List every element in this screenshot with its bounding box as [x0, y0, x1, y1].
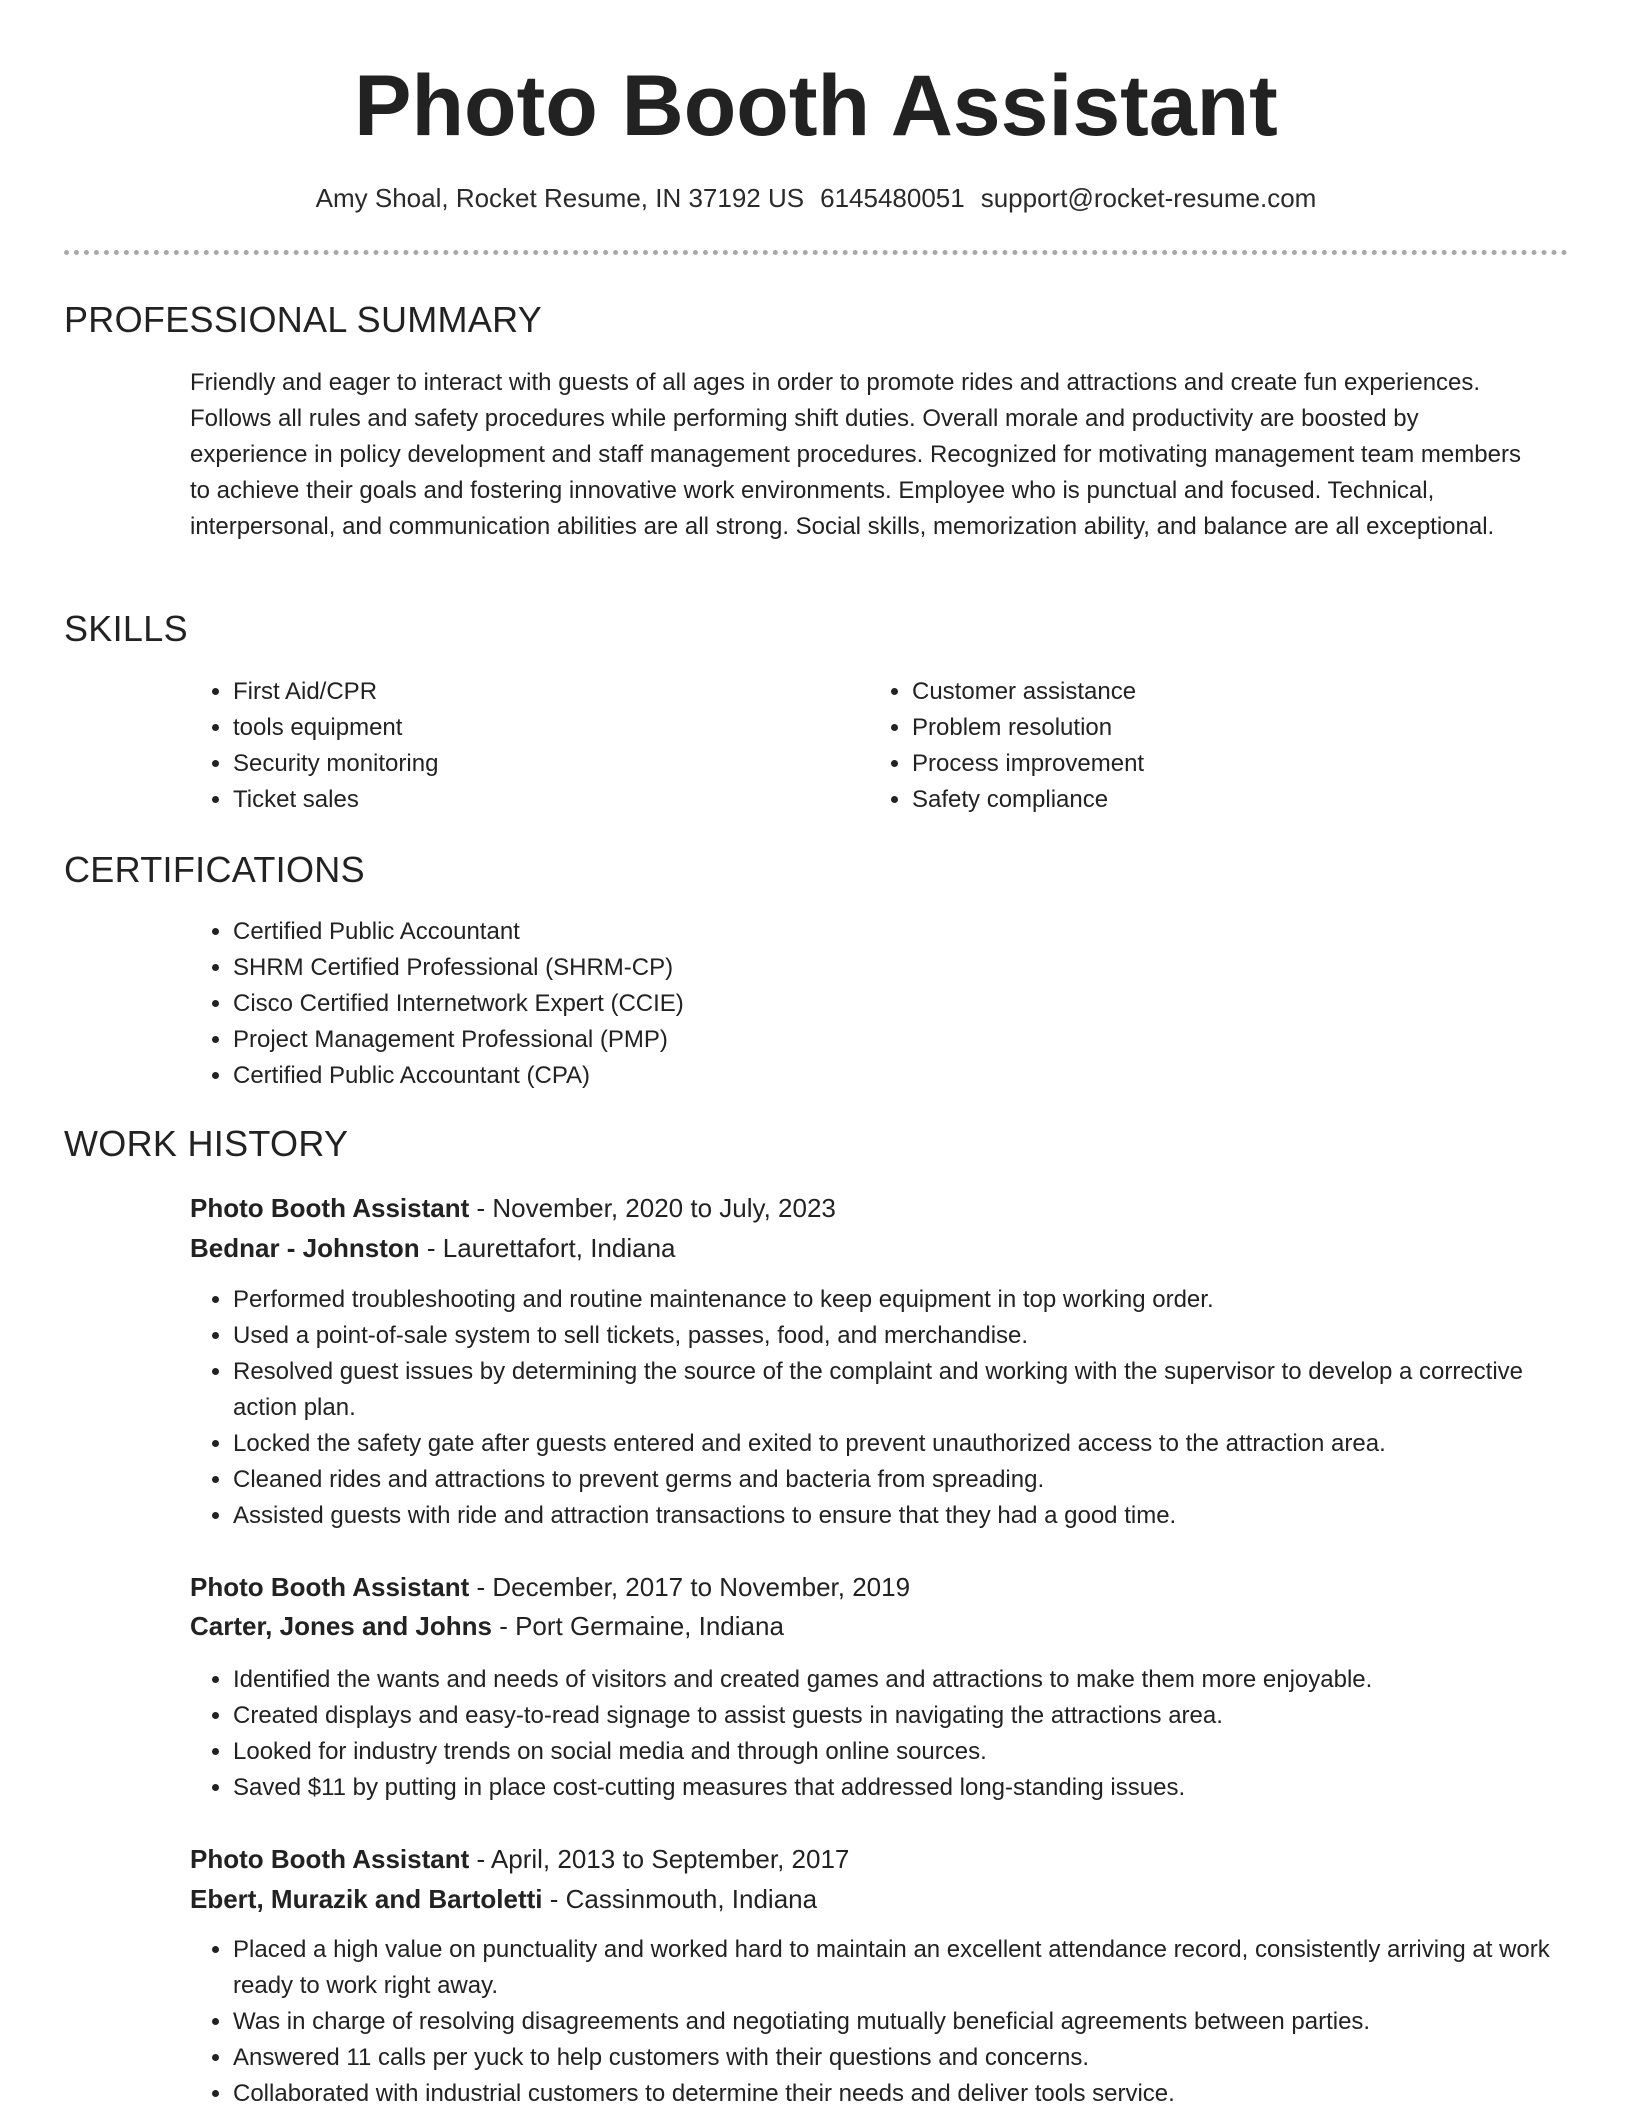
skills-list-left	[190, 674, 853, 818]
job-title-line	[190, 1841, 849, 1877]
job-bullet: • Resolved guest issues by determining the source of the complaint and working with the supervisor to develop a corrective action plan.	[233, 1354, 1583, 1426]
job-bullet: • Was in charge of resolving disagreements and negotiating mutually beneficial agreements between parties.	[233, 2004, 1583, 2040]
skill-item: • Security monitoring	[233, 746, 853, 782]
job-bullet: • Assisted guests with ride and attraction transactions to ensure that they had a good time.	[233, 1498, 1583, 1534]
skill-item: • tools equipment	[233, 710, 853, 746]
skill-item: • Process improvement	[912, 746, 1532, 782]
job-title: Photo Booth Assistant	[190, 1572, 470, 1602]
job-company-line	[190, 1881, 817, 1917]
job-location: - Port Germaine, Indiana	[491, 1611, 784, 1641]
job-bullets	[190, 1662, 1583, 1806]
job-title-line	[190, 1569, 910, 1605]
skill-item: • First Aid/CPR	[233, 674, 853, 710]
certifications-list	[190, 914, 1533, 1094]
job-location: - Laurettafort, Indiana	[419, 1233, 676, 1263]
job-bullet: • Locked the safety gate after guests entered and exited to prevent unauthorized access to the attraction area.	[233, 1426, 1583, 1462]
summary-text: Friendly and eager to interact with guests of all ages in order to promote rides and attractions and create fun experiences. Follows all rules and safety procedures while performing shift duties. Overall morale and productivity are boosted by experience in policy development and staff management procedures. Recognized for motivating management team members to achieve their goals and fostering innovative work environments. Employee who is punctual and focused. Technical, interpersonal, and communication abilities are all strong. Social skills, memorization ability, and balance are all exceptional.	[190, 369, 1521, 540]
contact-address: Amy Shoal, Rocket Resume, IN 37192 US	[315, 183, 805, 213]
contact-phone: 6145480051	[820, 183, 965, 213]
certifications-heading: CERTIFICATIONS	[64, 849, 365, 890]
job-bullets	[190, 1282, 1583, 1534]
job-bullet: • Created displays and easy-to-read signage to assist guests in navigating the attractions area.	[233, 1698, 1583, 1734]
job-dates: - November, 2020 to July, 2023	[469, 1193, 836, 1223]
summary-heading: PROFESSIONAL SUMMARY	[64, 299, 543, 340]
work-history-heading: WORK HISTORY	[64, 1123, 349, 1164]
candidate-name: Photo Booth Assistant	[354, 58, 1278, 154]
certification-item: • Cisco Certified Internetwork Expert (CCIE)	[233, 986, 1533, 1022]
job-company: Carter, Jones and Johns	[190, 1611, 492, 1641]
skill-item: • Ticket sales	[233, 782, 853, 818]
job-title: Photo Booth Assistant	[190, 1193, 470, 1223]
job-bullet: • Used a point-of-sale system to sell tickets, passes, food, and merchandise.	[233, 1318, 1583, 1354]
skills-heading: SKILLS	[64, 608, 188, 649]
job-bullets	[190, 1932, 1583, 2112]
job-bullet: • Identified the wants and needs of visitors and created games and attractions to make them more enjoyable.	[233, 1662, 1583, 1698]
contact-email: support@rocket-resume.com	[980, 183, 1317, 213]
job-company-line	[190, 1608, 784, 1644]
skills-list-right	[869, 674, 1532, 818]
job-company: Ebert, Murazik and Bartoletti	[190, 1884, 543, 1914]
certification-item: • Certified Public Accountant (CPA)	[233, 1058, 1533, 1094]
job-title: Photo Booth Assistant	[190, 1844, 470, 1874]
job-bullet: • Performed troubleshooting and routine maintenance to keep equipment in top working order.	[233, 1282, 1583, 1318]
job-company: Bednar - Johnston	[190, 1233, 420, 1263]
certification-item: • SHRM Certified Professional (SHRM-CP)	[233, 950, 1533, 986]
job-bullet: • Placed a high value on punctuality and worked hard to maintain an excellent attendance record, consistently arriving at work ready to work right away.	[233, 1932, 1583, 2004]
contact-line	[0, 180, 1632, 216]
job-bullet: • Saved $11 by putting in place cost-cutting measures that addressed long-standing issues.	[233, 1770, 1583, 1806]
certification-item: • Project Management Professional (PMP)	[233, 1022, 1533, 1058]
job-dates: - December, 2017 to November, 2019	[469, 1572, 911, 1602]
job-bullet: • Cleaned rides and attractions to prevent germs and bacteria from spreading.	[233, 1462, 1583, 1498]
job-company-line	[190, 1230, 676, 1266]
certification-item: • Certified Public Accountant	[233, 914, 1533, 950]
job-location: - Cassinmouth, Indiana	[542, 1884, 818, 1914]
job-dates: - April, 2013 to September, 2017	[469, 1844, 850, 1874]
job-bullet: • Collaborated with industrial customers to determine their needs and deliver tools service.	[233, 2076, 1583, 2112]
job-title-line	[190, 1190, 836, 1226]
job-bullet: • Looked for industry trends on social media and through online sources.	[233, 1734, 1583, 1770]
skill-item: • Safety compliance	[912, 782, 1532, 818]
job-bullet: • Answered 11 calls per yuck to help customers with their questions and concerns.	[233, 2040, 1583, 2076]
skill-item: • Problem resolution	[912, 710, 1532, 746]
header-divider	[64, 250, 1568, 255]
skill-item: • Customer assistance	[912, 674, 1532, 710]
